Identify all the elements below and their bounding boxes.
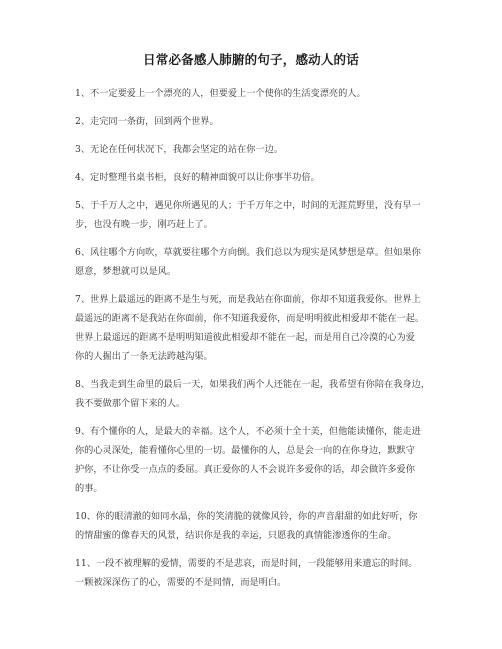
paragraph-line: 6、风往哪个方向吹，草就要往哪个方向倒。我们总以为现实是风梦想是草。但如果你	[75, 247, 421, 258]
paragraph-item	[75, 290, 435, 366]
paragraph-line: 你的心灵深处，能看懂你心里的一切。最懂你的人，总是会一向的在你身边，默默守	[75, 445, 415, 456]
paragraph-line: 3、无论在任何状况下，我都会坚定的站在你一边。	[75, 144, 283, 155]
paragraph-item	[75, 375, 435, 413]
paragraph-line: 4、定时整理书桌书柜，良好的精神面貌可以让你事半功倍。	[75, 172, 320, 183]
paragraph-line: 我不要做那个留下来的人。	[75, 398, 186, 409]
paragraph-line: 最遥远的距离不是我站在你面前，你不知道我爱你，而是明明彼此相爱却不能在一起。	[75, 313, 425, 324]
paragraph-item	[75, 243, 435, 281]
paragraph-item	[75, 168, 435, 187]
paragraph-line: 2、走完同一条街，回到两个世界。	[75, 116, 219, 127]
paragraph-line: 8、当我走到生命里的最后一天，如果我们两个人还能在一起，我希望有你陪在我身边，	[75, 379, 430, 390]
paragraph-item	[75, 507, 435, 545]
paragraph-line: 5、于千万人之中，遇见你所遇见的人；于千万年之中，时间的无涯荒野里，没有早一	[75, 200, 421, 211]
paragraph-line: 愿意，梦想就可以是风。	[75, 266, 177, 277]
paragraph-line: 7、世界上最遥远的距离不是生与死，而是我站在你面前，你却不知道我爱你。世界上	[75, 294, 421, 305]
paragraph-item	[75, 140, 435, 159]
paragraph-line: 的事。	[75, 483, 103, 494]
paragraph-line: 一颗被深深伤了的心，需要的不是同情，而是明白。	[75, 577, 287, 588]
paragraph-line: 的情甜蜜的像春天的风景，结识你是我的幸运，只愿我的真情能渗透你的生命。	[75, 530, 397, 541]
document-title: 日常必备感人肺腑的句子，感动人的话	[143, 52, 359, 67]
paragraph-line: 护你，不让你受一点点的委屈。真正爱你的人不会说许多爱你的话，却会做许多爱你	[75, 464, 415, 475]
paragraph-line: 11、一段不被理解的爱情，需要的不是悲哀，而是时间，一段能够用来遗忘的时间。	[75, 558, 418, 569]
paragraph-item	[75, 84, 435, 103]
paragraph-list	[75, 84, 435, 601]
paragraph-item	[75, 196, 435, 234]
paragraph-item	[75, 422, 435, 498]
paragraph-line: 9、有个懂你的人，是最大的幸福。这个人，不必须十全十美，但他能读懂你，能走进	[75, 426, 421, 437]
paragraph-item	[75, 554, 435, 592]
paragraph-line: 步，也没有晚一步，刚巧赶上了。	[75, 219, 213, 230]
paragraph-line: 10、你的眼清澈的如同水晶，你的笑清脆的就像风铃，你的声音甜甜的如此好听，你	[75, 511, 418, 522]
paragraph-line: 你的人掘出了一条无法跨越沟渠。	[75, 351, 213, 362]
paragraph-item	[75, 112, 435, 131]
paragraph-line: 世界上最遥远的距离不是明明知道彼此相爱却不能在一起，而是用自己冷漠的心为爱	[75, 332, 415, 343]
paragraph-line: 1、不一定要爱上一个漂亮的人，但要爱上一个使你的生活变漂亮的人。	[75, 88, 366, 99]
